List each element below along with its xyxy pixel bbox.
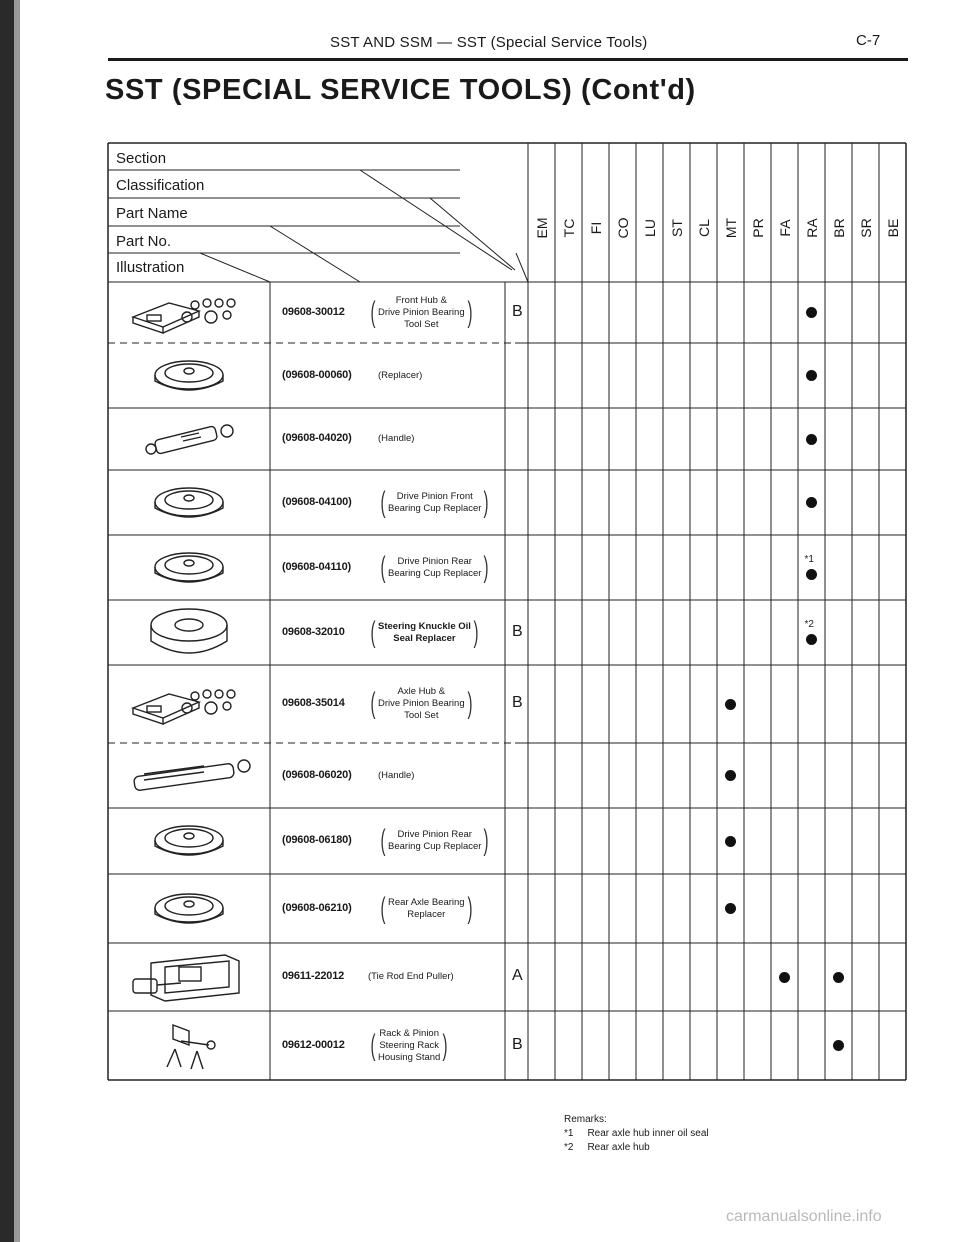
replacer-icon [149, 353, 229, 404]
applicability-mark [725, 903, 736, 914]
remark-item [564, 1127, 709, 1141]
part-name-text [388, 897, 465, 921]
part-number: (09608-00060) [282, 368, 352, 381]
section-code-br: BR [830, 218, 847, 238]
page-title: SST (SPECIAL SERVICE TOOLS) (Cont'd) [105, 74, 696, 106]
classification: B [512, 694, 523, 711]
bracket-open: ( [380, 485, 386, 519]
part-name-text [378, 770, 414, 782]
part-name-line: Steering Rack [379, 1039, 439, 1051]
applicability-mark [806, 307, 817, 318]
rear-cup-replacer-2-icon [149, 818, 229, 869]
bracket-close: ) [467, 295, 473, 329]
bracket-close: ) [483, 485, 489, 519]
applicability-mark [725, 770, 736, 781]
remarks [564, 1113, 709, 1155]
part-number: 09612-00012 [282, 1038, 345, 1051]
part-name-line: Housing Stand [378, 1051, 441, 1063]
part-name-line: Steering Knuckle Oil [378, 620, 471, 632]
section-code-be: BE [884, 218, 901, 238]
part-number: (09608-04110) [282, 560, 351, 573]
part-number: (09608-06180) [282, 834, 352, 846]
part-name-line: Bearing Cup Replacer [388, 567, 482, 579]
section-code-tc: TC [560, 218, 577, 238]
part-name [378, 361, 422, 391]
bracket-open: ( [370, 295, 376, 329]
part-name [378, 550, 491, 584]
remark-mark: *1 [564, 1128, 574, 1139]
part-name [378, 891, 475, 925]
part-name [378, 424, 414, 454]
watermark: carmanualsonline.info [726, 1208, 882, 1225]
applicability-mark [806, 569, 817, 580]
part-number: 09608-30012 [282, 305, 345, 318]
page-number: C-7 [856, 32, 881, 49]
part-name-line: Drive Pinion Rear [397, 555, 472, 567]
classification: B [512, 622, 523, 640]
bracket-close: ) [473, 615, 479, 649]
part-name-text [378, 433, 414, 445]
handle-icon [139, 421, 239, 462]
part-name-line: Bearing Cup Replacer [388, 841, 482, 852]
part-name [368, 295, 475, 331]
bracket-close: ) [483, 550, 489, 584]
housing-stand-icon [159, 1019, 219, 1078]
bracket-close: ) [483, 824, 489, 857]
part-name-line: Tool Set [404, 710, 439, 721]
section-code-fa: FA [776, 219, 793, 237]
mark-note: *2 [804, 618, 814, 630]
remark-text: Rear axle hub [587, 1142, 650, 1153]
section-code-cl: CL [695, 219, 712, 237]
applicability-mark [779, 972, 790, 983]
bracket-open: ( [380, 550, 386, 584]
part-name-line: Axle Hub & [397, 686, 446, 697]
part-name-line: Drive Pinion Rear [397, 829, 472, 840]
part-name-text [378, 621, 471, 645]
section-code-sr: SR [857, 218, 874, 238]
applicability-mark [833, 1040, 844, 1051]
classification: A [512, 967, 523, 984]
section-code-lu: LU [641, 219, 658, 237]
header-section: Section [116, 150, 167, 167]
remark-item [564, 1141, 709, 1155]
applicability-mark [806, 634, 817, 645]
part-name-line: (Handle) [378, 769, 415, 781]
bracket-open: ( [380, 891, 386, 925]
part-name-line: Rack & Pinion [379, 1027, 439, 1039]
part-number: 09608-32010 [282, 625, 345, 638]
header-illustration: Illustration [116, 259, 185, 276]
knuckle-seal-replacer-icon [144, 603, 234, 668]
header-classification: Classification [116, 177, 205, 194]
header-part-no: Part No. [116, 233, 172, 250]
part-name-line: Drive Pinion Bearing [378, 306, 465, 318]
part-name-text [378, 1028, 440, 1064]
part-name [378, 826, 491, 856]
bracket-open: ( [370, 1028, 376, 1062]
section-code-em: EM [533, 217, 550, 239]
part-name-text [388, 556, 481, 580]
part-name-line: Rear Axle Bearing [388, 896, 465, 908]
part-name [368, 1028, 450, 1064]
part-name-line: Seal Replacer [393, 632, 456, 644]
section-code-pr: PR [749, 218, 766, 238]
section-code-mt: MT [722, 217, 739, 239]
part-name-text [378, 295, 465, 331]
applicability-mark [833, 972, 844, 983]
part-name-text [388, 829, 481, 853]
part-name-line: Tool Set [404, 318, 439, 330]
running-title: SST AND SSM — SST (Special Service Tools) [330, 34, 648, 51]
part-name-line: Bearing Cup Replacer [388, 502, 482, 514]
part-name-line: (Tie Rod End Puller) [368, 971, 454, 982]
applicability-mark [806, 370, 817, 381]
section-code-fi: FI [587, 221, 604, 235]
part-number: (09608-06210) [282, 901, 352, 914]
part-name-line: Drive Pinion Bearing [378, 698, 465, 709]
bracket-open: ( [370, 615, 376, 649]
part-name-text [378, 370, 422, 382]
header-diagonal [430, 198, 515, 270]
front-cup-replacer-icon [149, 480, 229, 531]
part-name-line: (Handle) [378, 433, 415, 444]
part-name-text [378, 686, 465, 722]
axle-hub-tool-set-icon [129, 682, 249, 731]
part-name-line: Front Hub & [395, 294, 447, 306]
part-number: (09608-04020) [282, 432, 352, 444]
header-diagonal [360, 170, 512, 270]
part-name-text [368, 971, 454, 983]
part-name-text [388, 491, 481, 515]
part-number: (09608-06020) [282, 768, 352, 781]
section-code-ra: RA [803, 218, 820, 238]
tie-rod-end-puller-icon [129, 949, 249, 1010]
remark-mark: *2 [564, 1142, 574, 1153]
bracket-open: ( [380, 824, 386, 857]
part-name-line: Drive Pinion Front [396, 490, 473, 502]
header-diagonal [516, 253, 528, 282]
applicability-mark [725, 699, 736, 710]
applicability-mark [725, 836, 736, 847]
remarks-title: Remarks: [564, 1114, 607, 1125]
mark-note: *1 [804, 553, 814, 565]
part-name [378, 485, 491, 519]
classification: B [512, 1035, 523, 1053]
header-diagonal [270, 226, 360, 282]
bracket-close: ) [467, 687, 473, 720]
part-name [368, 615, 481, 649]
part-number: (09608-04100) [282, 495, 352, 508]
section-code-st: ST [668, 219, 685, 237]
bracket-open: ( [370, 687, 376, 720]
section-code-co: CO [614, 217, 631, 239]
long-handle-icon [124, 756, 254, 801]
part-name [368, 686, 475, 722]
front-hub-tool-set-icon [129, 291, 249, 340]
header-part-name: Part Name [116, 205, 188, 222]
applicability-mark [806, 497, 817, 508]
classification: B [512, 302, 523, 320]
axle-bearing-replacer-icon [149, 886, 229, 937]
part-name [378, 761, 414, 791]
header-diagonal [200, 253, 270, 282]
remark-text: Rear axle hub inner oil seal [587, 1128, 709, 1139]
rear-cup-replacer-icon [149, 545, 229, 596]
part-name [368, 962, 454, 992]
bracket-close: ) [467, 891, 473, 925]
part-number: 09608-35014 [282, 697, 345, 709]
applicability-mark [806, 434, 817, 445]
part-number: 09611-22012 [282, 970, 345, 982]
part-name-line: (Replacer) [378, 369, 423, 381]
part-name-line: Replacer [407, 908, 446, 920]
bracket-close: ) [442, 1028, 448, 1062]
